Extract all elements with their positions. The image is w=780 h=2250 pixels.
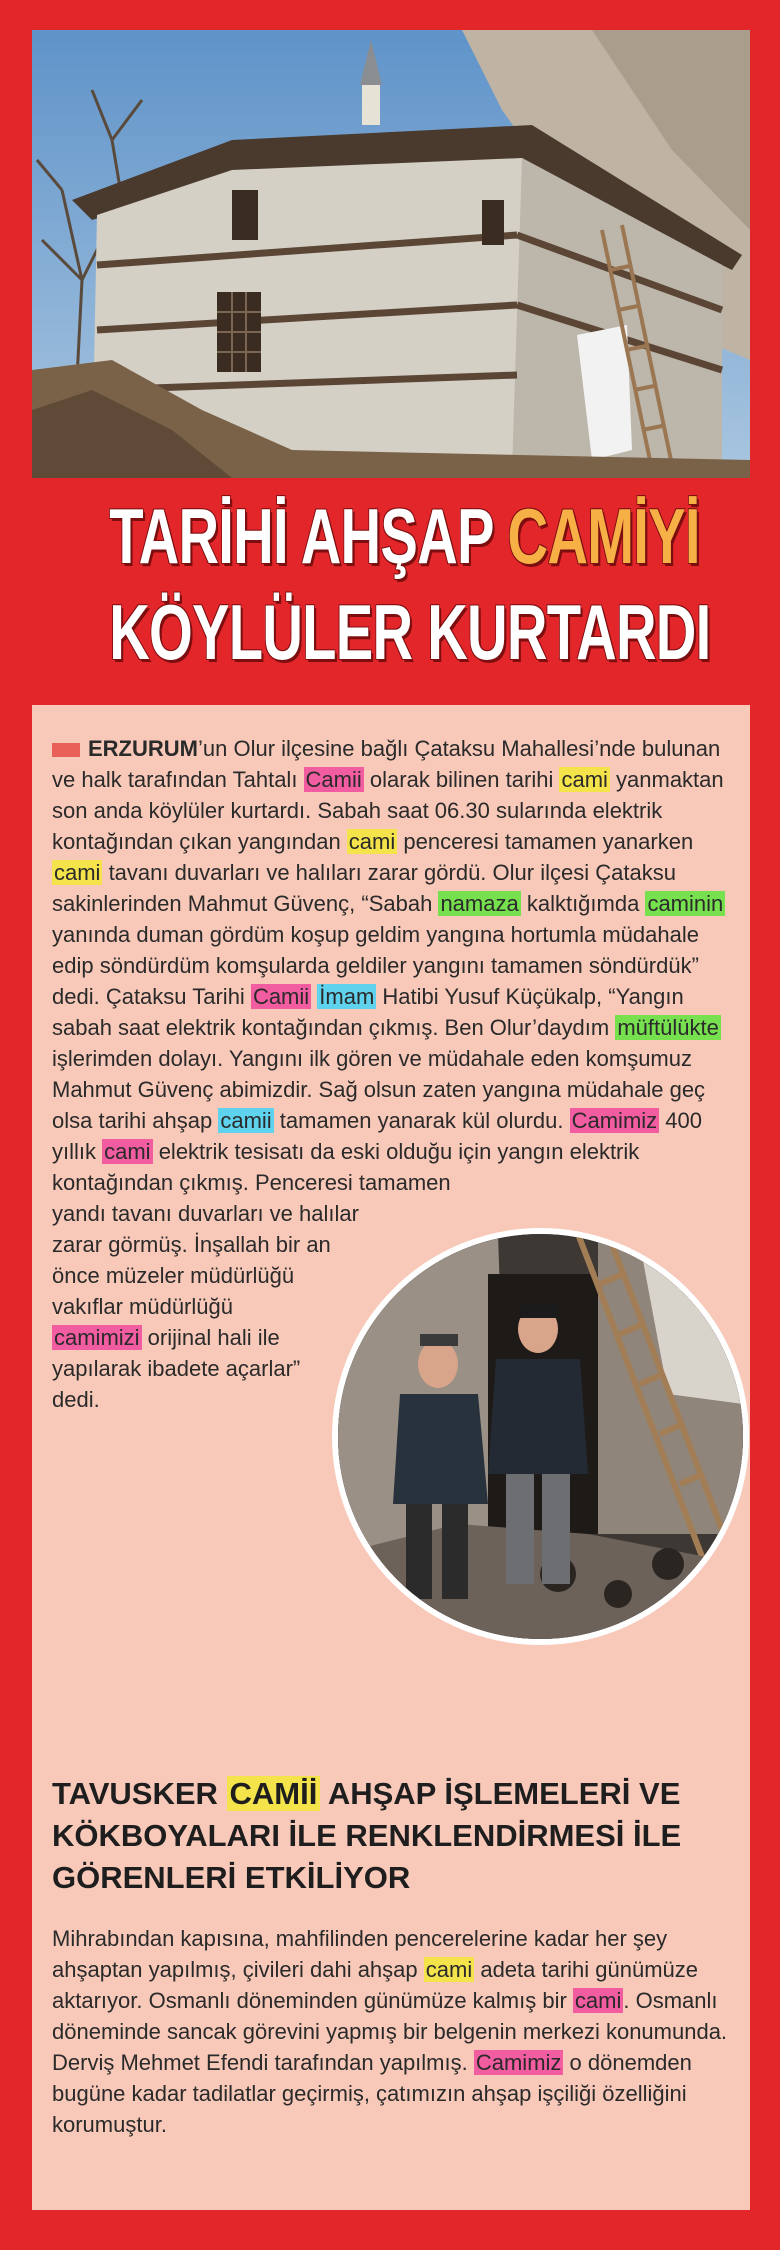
villagers-photo xyxy=(332,1228,749,1645)
highlighted-word: cami xyxy=(574,1988,622,2013)
paragraph-text: olarak bilinen tarihi xyxy=(363,767,560,792)
highlighted-word: cami xyxy=(425,1957,473,1982)
highlighted-word: Camimiz xyxy=(475,2050,562,2075)
subheading-text: TAVUSKER xyxy=(52,1776,227,1811)
highlighted-word: cami xyxy=(104,1139,151,1164)
location-marker-icon xyxy=(52,743,80,757)
headline-line-1 xyxy=(109,488,700,584)
highlighted-word: Camii xyxy=(305,767,362,792)
section-subheading xyxy=(52,1773,742,1899)
paragraph-text: işlerimden dolayı. Yangını ilk gören ve müdahale eden komşumuz Mahmut Güvenç abimizdir. Sağ olsun zaten yangına müdahale geç olsa tarihi ahşap xyxy=(52,1046,706,1133)
highlighted-word: caminin xyxy=(647,891,724,916)
paragraph-text: penceresi tamamen yanarken xyxy=(397,829,694,854)
highlighted-word: cami xyxy=(348,829,396,854)
highlighted-word: müftülükte xyxy=(617,1015,719,1040)
paragraph-text: tavanı duvarları ve halıları zarar gördü. Olur ilçesi Çataksu sakinlerinden Mahmut Güvenç, “Sabah xyxy=(52,860,676,916)
paragraph-text: . Osmanlı döneminde sancak görevini yapmış bir belgenin merkezi konumunda. Derviş Mehmet Efendi tarafından yapılmış. xyxy=(52,1988,728,2075)
headline-line-1-text: TARİHİ AHŞAP xyxy=(109,492,508,580)
headline-line-2: KÖYLÜLER KURTARDI xyxy=(109,588,711,676)
highlighted-word: Camimiz xyxy=(571,1108,658,1133)
highlighted-word: camimizi xyxy=(54,1325,140,1350)
paragraph-text: o dönemden bugüne kadar tadilatlar geçirmiş, çatımızın ahşap işçiliği özelliğini korumuştur. xyxy=(52,2050,692,2137)
paragraph-text: Mihrabından kapısına, mahfilinden pencerelerine kadar her şey ahşaptan yapılmış, çivileri dahi ahşap xyxy=(52,1926,668,1982)
paragraph-text: kalktığımda xyxy=(520,891,646,916)
location-label: ERZURUM xyxy=(88,736,198,761)
paragraph-text: yanmaktan son anda köylüler kurtardı. Sabah saat 06.30 sularında elektrik kontağından çıkan yangından xyxy=(52,767,724,854)
headline xyxy=(0,480,780,690)
paragraph-text: tamamen yanarak kül olurdu. xyxy=(273,1108,570,1133)
highlighted-word: cami xyxy=(561,767,608,792)
paragraph-text: adeta tarihi günümüze aktarıyor. Osmanlı döneminden günümüze kalmış bir xyxy=(52,1957,699,2013)
paragraph-text: 400 yıllık xyxy=(52,1108,702,1164)
paragraph-text: yanında duman gördüm koşup geldim yangına hortumla müdahale edip söndürdüm komşularda geldiler yangını tamamen söndürdük” dedi. Çataksu Tarihi xyxy=(52,922,699,1009)
highlighted-word: CAMİİ xyxy=(227,1776,321,1811)
highlighted-word: İmam xyxy=(319,984,375,1009)
subheading-text: AHŞAP İŞLEMELERİ VE KÖKBOYALARI İLE RENKLENDİRMESİ İLE GÖRENLERİ ETKİLİYOR xyxy=(52,1776,682,1895)
paragraph-text: Hatibi Yusuf Küçükalp, “Yangın sabah saat elektrik kontağından çıkmış. Ben Olur’daydım xyxy=(52,984,684,1040)
highlighted-word: cami xyxy=(54,860,101,885)
mosque-photo xyxy=(32,30,750,478)
paragraph-text: ’un Olur ilçesine bağlı Çataksu Mahallesi’nde bulunan ve halk tarafından Tahtalı xyxy=(52,736,721,792)
highlighted-word: Camii xyxy=(252,984,310,1009)
paragraph-text: orijinal hali ile yapılarak ibadete açarlar” dedi. xyxy=(52,1325,301,1412)
headline-accent-word: CAMİYİ xyxy=(507,492,700,580)
article-body xyxy=(32,705,750,2210)
paragraph-text: elektrik tesisatı da eski olduğu için yangın elektrik kontağından çıkmış. Penceresi tamamen yandı tavanı duvarları ve halılar zarar görmüş. İnşallah bir an önce müzeler müdürlüğü vakıflar müdürlüğü xyxy=(52,1139,640,1319)
highlighted-word: camii xyxy=(220,1108,272,1133)
highlighted-word: namaza xyxy=(440,891,519,916)
article-paragraph-2 xyxy=(52,1923,732,2140)
